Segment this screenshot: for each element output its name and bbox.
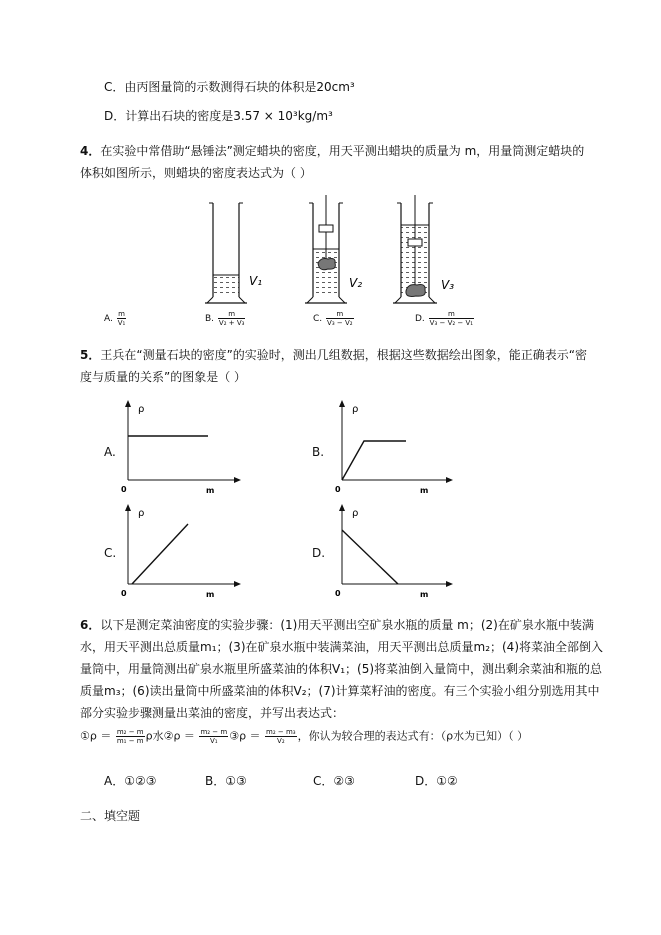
q5-label-b: B.	[312, 445, 325, 459]
formula-1-fraction: $\frac{\text{m₂ − m}}{\text{m₁ − m}}$	[116, 728, 144, 745]
q5-graph-a	[118, 398, 248, 498]
q6-option-d: D．①②	[415, 774, 458, 788]
q4-option-c-label: C.	[313, 314, 323, 324]
q6-question-tail: ，你认为较合理的表达式有：（ρ水为已知）（ ）	[297, 729, 529, 743]
q6-option-c: C．②③	[313, 774, 355, 788]
q6-option-a: A．①②③	[104, 774, 157, 788]
q5-label-a: A.	[104, 445, 116, 459]
cylinder-3	[393, 195, 437, 303]
graph-c-origin: 0	[121, 589, 127, 598]
q6-number: 6．	[80, 618, 101, 632]
q3-option-d: D．计算出石块的密度是3.57 × 10³kg/m³	[104, 109, 333, 123]
q5-number: 5．	[80, 348, 101, 362]
q5-graph-b	[332, 398, 462, 498]
q4-option-c-fraction: $\frac{m}{\text{V₃ − V₂}}$	[327, 310, 353, 327]
q4-option-b	[205, 310, 246, 327]
q4-option-a-label: A.	[104, 314, 113, 324]
q5-graph-c	[118, 502, 248, 600]
q6-text1: 以下是测定菜油密度的实验步骤：(1)用天平测出空矿泉水瓶的质量 m；(2)在矿泉水瓶中装满	[100, 618, 594, 632]
v3-label: V₃	[441, 278, 455, 292]
q5-graph-d	[332, 502, 462, 600]
graph-d-x-label: m	[420, 590, 429, 599]
q6-stem-line3: 量筒中，用量筒测出矿泉水瓶里所盛菜油的体积V₁；(5)将菜油倒入量筒中，测出剩余菜油和瓶的总	[80, 662, 603, 676]
graph-c-x-label: m	[206, 590, 215, 599]
graph-a-x-label: m	[206, 486, 215, 495]
formula-2-fraction: $\frac{\text{m₂ − m}}{\text{V₁}}$	[200, 728, 228, 745]
graph-d-y-label: ρ	[352, 508, 359, 519]
graph-b-y-label: ρ	[352, 404, 359, 415]
q5-stem-line2: 度与质量的关系”的图象是（ ）	[80, 370, 247, 384]
q4-option-a-fraction: $\frac{m}{\text{V₁}}$	[117, 310, 126, 327]
q5-stem-line1	[80, 347, 587, 363]
v1-label: V₁	[249, 274, 263, 288]
q4-number: 4．	[80, 144, 101, 158]
q4-stem-line1	[80, 143, 584, 159]
v2-label: V₂	[349, 276, 363, 290]
q6-stem-line1	[80, 617, 594, 633]
q6-option-b: B．①③	[205, 774, 247, 788]
q4-option-a	[104, 310, 127, 327]
formula-1-prefix: ①ρ ＝	[80, 729, 112, 743]
formula-2-prefix: ρ水②ρ ＝	[145, 729, 195, 743]
formula-3-prefix: ③ρ ＝	[229, 729, 261, 743]
q6-formula-line	[80, 728, 528, 745]
q5-text1: 王兵在“测量石块的密度”的实验时，测出几组数据，根据这些数据绘出图象，能正确表示“密	[100, 348, 588, 362]
graph-a-y-label: ρ	[138, 404, 145, 415]
q4-option-b-fraction: $\frac{m}{\text{V₂ + V₃}}$	[218, 310, 245, 327]
q4-option-c	[313, 310, 355, 327]
graph-c-y-label: ρ	[138, 508, 145, 519]
formula-3-fraction: $\frac{\text{m₂ − m₃}}{\text{V₂}}$	[266, 728, 296, 745]
cylinder-2	[305, 195, 347, 303]
q4-cylinders-figure	[195, 195, 505, 307]
q6-stem-line5: 部分实验步骤测量出菜油的密度，并写出表达式：	[80, 706, 345, 720]
q4-option-d-fraction: $\frac{m}{\text{V₃ − V₂ − V₁}}$	[429, 310, 474, 327]
graph-a-origin: 0	[121, 485, 127, 494]
q6-stem-line2: 水，用天平测出总质量m₁；(3)在矿泉水瓶中装满菜油，用天平测出总质量m₂；(4)将菜油全部倒入	[80, 640, 603, 654]
q4-text1: 在实验中常借助“悬锤法”测定蜡块的密度，用天平测出蜡块的质量为 m，用量筒测定蜡块的	[100, 144, 585, 158]
q4-option-d-label: D.	[415, 314, 425, 324]
q4-option-d	[415, 310, 475, 327]
q4-option-b-label: B.	[205, 314, 215, 324]
q5-label-c: C.	[104, 546, 117, 560]
graph-b-origin: 0	[335, 485, 341, 494]
q3-option-c: C．由丙图量筒的示数测得石块的体积是20cm³	[104, 80, 355, 94]
q5-label-d: D.	[312, 546, 326, 560]
graph-d-origin: 0	[335, 589, 341, 598]
q4-stem-line2: 体积如图所示，则蜡块的密度表达式为（ ）	[80, 166, 312, 180]
graph-b-x-label: m	[420, 486, 429, 495]
q6-stem-line4: 质量m₃；(6)读出量筒中所盛菜油的体积V₂；(7)计算菜籽油的密度。有三个实验小组分别选用其中	[80, 684, 600, 698]
section-2-heading: 二、填空题	[80, 809, 141, 823]
cylinder-1	[205, 203, 247, 303]
